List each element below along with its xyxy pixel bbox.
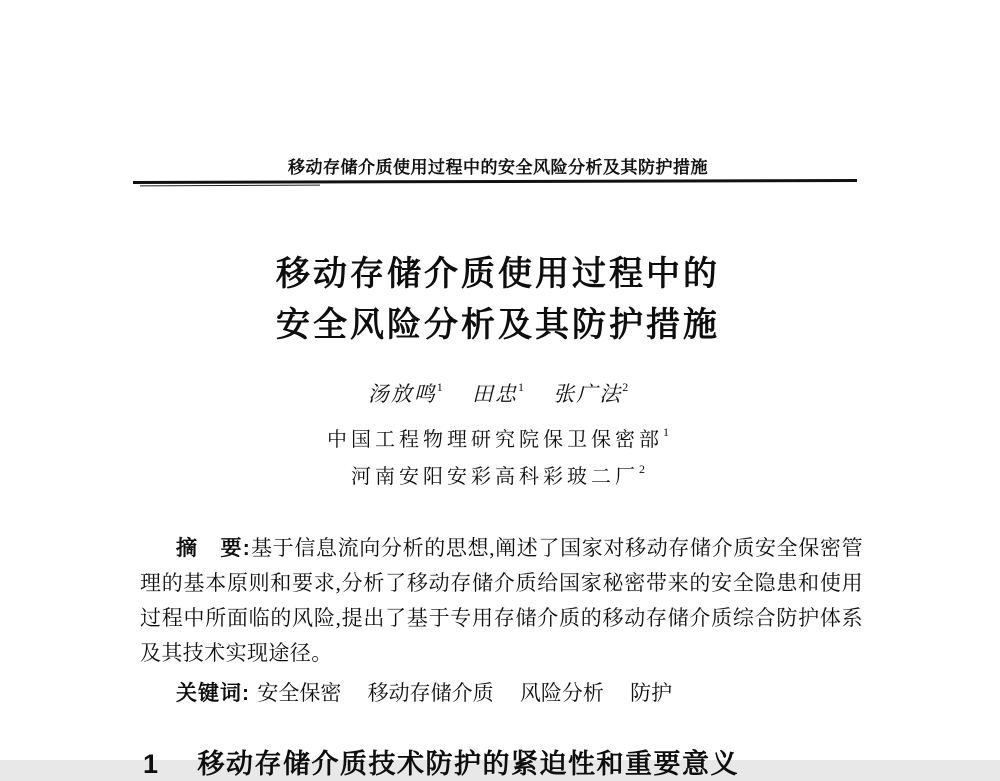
affiliation-line [133,423,863,452]
affiliation-text: 河南安阳安彩高科彩玻二厂 [351,466,639,488]
affiliation-superscript: 1 [663,425,669,440]
author-name: 田忠 [472,382,518,406]
keywords-line [140,679,863,708]
running-header: 移动存储介质使用过程中的安全风险分析及其防护措施 [288,158,708,177]
author-name: 汤放鸣 [367,382,437,406]
keyword-item: 移动存储介质 [367,681,494,705]
affiliation-text: 中国工程物理研究院保卫保密部 [327,429,663,451]
author-affiliation-superscript: 1 [518,380,524,394]
section-heading [143,742,883,781]
abstract-label: 摘 要: [176,537,251,560]
article-title-line-1: 移动存储介质使用过程中的 [276,255,720,293]
section-title: 移动存储介质技术防护的紧迫性和重要意义 [197,749,740,779]
keyword-item: 风险分析 [519,681,604,705]
header-rule-scan-artifact [140,185,320,187]
keyword-item: 安全保密 [257,681,342,705]
author-affiliation-superscript: 1 [436,380,443,394]
abstract-text: 基于信息流向分析的思想,阐述了国家对移动存储介质安全保密管理的基本原则和要求,分析了移动存储介质给国家秘密带来的安全隐患和使用过程中所面临的风险,提出了基于专用存储介质的移动存储介质综合防护体系及其技术实现途径。 [140,536,863,665]
article-title-line-2: 安全风险分析及其防护措施 [276,306,720,344]
affiliation-line [133,460,863,489]
author [368,382,443,406]
keyword-item: 防护 [630,681,673,705]
affiliation-superscript: 2 [639,462,645,477]
author-line [133,378,863,408]
section-number: 1 [143,749,160,779]
author-affiliation-superscript: 2 [622,380,629,394]
author-name: 张广法 [553,382,623,406]
keywords-label: 关键词: [176,682,250,705]
author [553,382,628,406]
header-rule [133,179,857,184]
abstract-paragraph [140,531,863,671]
author [472,382,524,406]
